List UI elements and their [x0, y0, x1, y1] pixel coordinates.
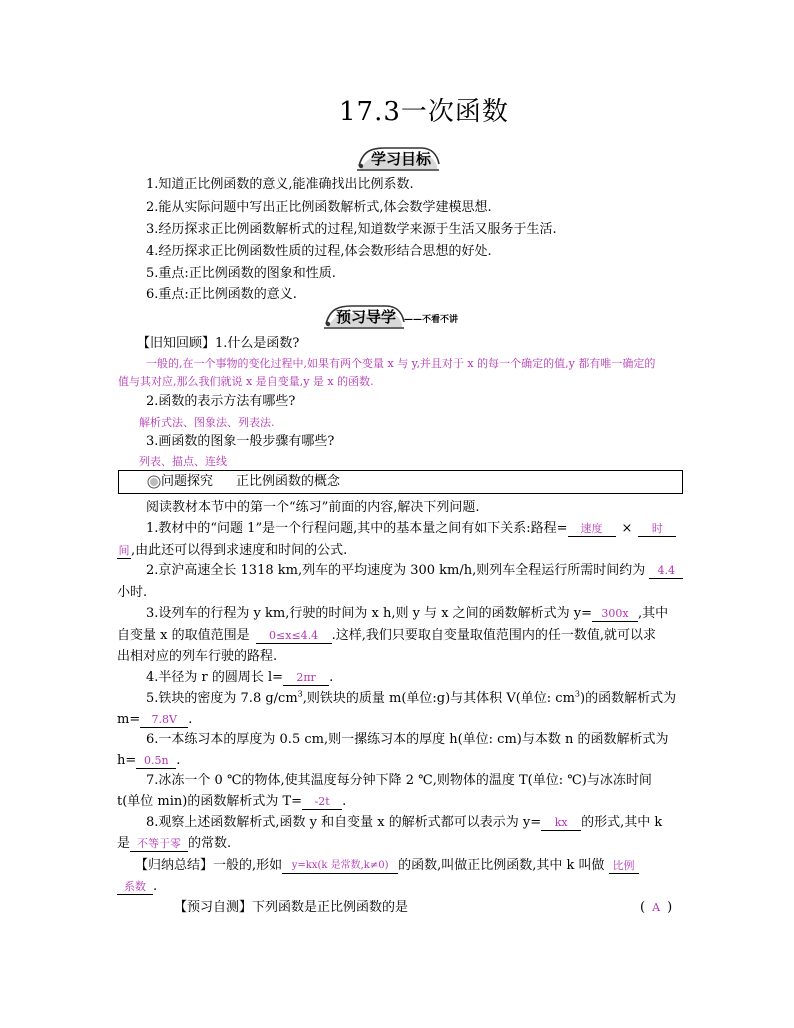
explore-box [118, 470, 683, 494]
problem-5-text-c: )的函数解析式为 [580, 691, 677, 706]
review-question-2: 2.函数的表示方法有哪些? [146, 394, 296, 409]
problem-6-period: . [176, 753, 181, 768]
problem-6-text-b: h= [117, 753, 137, 768]
preview-heading: 预习导学 [336, 308, 397, 326]
goals-heading-badge [355, 144, 441, 172]
review-question-1: 【旧知回顾】1.什么是函数? [137, 336, 300, 351]
problem-2-answer: 4.4 [649, 564, 683, 579]
problem-1-cont [117, 543, 347, 559]
problem-1 [146, 521, 676, 537]
page-title: 17.3一次函数 [339, 97, 509, 127]
problem-8-line-2 [117, 836, 231, 852]
summary-period: . [153, 879, 158, 894]
preview-heading-suffix: ——不看不讲 [404, 315, 459, 325]
review-answer-3: 列表、描点、连线 [139, 455, 227, 468]
problem-1-answer-2: 时 [638, 522, 676, 537]
review-answer-2: 解析式法、图象法、列表法. [139, 416, 275, 429]
problem-7-text-b: t(单位 min)的函数解析式为 T= [117, 794, 303, 809]
problem-3-text: 3.设列车的行程为 y km,行驶的时间为 x h,则 y 与 x 之间的函数解析式为 y= [146, 606, 593, 621]
review-answer-1: 一般的,在一个事物的变化过程中,如果有两个变量 x 与 y,并且对于 x 的每一个确定的值,y 都有唯一确定的 [146, 357, 656, 370]
summary-answer-2-cont: 系数 [117, 880, 153, 895]
problem-2-text: 2.京沪高速全长 1318 km,列车的平均速度为 300 km/h,则列车全程运行所需时间约为 [146, 563, 646, 578]
review-question-3: 3.画函数的图象一般步骤有哪些? [146, 434, 335, 449]
problem-8 [146, 815, 662, 831]
times-sign: × [621, 521, 633, 536]
problem-6: 6.一本练习本的厚度为 0.5 cm,则一摞练习本的厚度 h(单位: cm)与本数 n 的函数解析式为 [146, 732, 669, 747]
answer-bracket [640, 900, 672, 916]
explore-topic: 正比例函数的概念 [236, 474, 341, 489]
goal-item: 3.经历探求正比例函数解析式的过程,知道数学来源于生活又服务于生活. [146, 222, 557, 237]
summary-text: 【归纳总结】一般的,形如 [135, 858, 283, 873]
problem-5-text-d: m= [117, 712, 141, 727]
problem-5-period: . [188, 712, 193, 727]
problem-8-answer-1: kx [541, 816, 581, 831]
problem-1-text: 1.教材中的“问题 1”是一个行程问题,其中的基本量之间有如下关系:路程= [146, 521, 568, 536]
problem-1-answer-1: 速度 [568, 522, 616, 537]
problem-3-line-3: 出相对应的列车行驶的路程. [117, 649, 278, 664]
review-answer-1-cont: 值与其对应,那么我们就说 x 是自变量,y 是 x 的函数. [118, 375, 374, 388]
self-test-question: 【预习自测】下列函数是正比例函数的是 [174, 900, 409, 915]
problem-3-text-d: .这样,我们只要取自变量取值范围内的任一数值,就可以求 [331, 628, 657, 643]
goal-item: 4.经历探求正比例函数性质的过程,体会数形结合思想的好处. [146, 244, 492, 259]
goals-heading: 学习目标 [371, 150, 432, 168]
problem-3-line-2 [117, 628, 656, 644]
bullet-icon [147, 475, 161, 489]
paren-open: ( [640, 900, 646, 915]
paren-close: ) [667, 900, 673, 915]
problem-3 [146, 606, 668, 622]
reading-instruction: 阅读教材本节中的第一个“练习”前面的内容,解决下列问题. [146, 500, 480, 515]
problem-7-line-2 [117, 794, 346, 810]
problem-8-text: 8.观察上述函数解析式,函数 y 和自变量 x 的解析式都可以表示为 y= [146, 815, 542, 830]
superscript: 3 [297, 689, 303, 699]
summary-line-2 [117, 879, 157, 895]
problem-3-answer-2: 0≤x≤4.4 [256, 629, 332, 644]
problem-2-cont: 小时. [117, 585, 148, 600]
problem-8-text-d: 的常数. [188, 836, 232, 851]
superscript: 3 [574, 689, 580, 699]
problem-1-text-cont: ,由此还可以得到求速度和时间的公式. [131, 543, 348, 558]
problem-6-answer: 0.5n [136, 754, 176, 769]
problem-5-line-2 [117, 712, 192, 728]
problem-4-period: . [329, 670, 334, 685]
summary [135, 858, 639, 874]
problem-7-answer: -2t [302, 795, 342, 810]
problem-5-answer: 7.8V [140, 713, 188, 728]
problem-3-text-c: 自变量 x 的取值范围是 [117, 628, 250, 643]
preview-heading-badge [322, 302, 406, 330]
problem-7-period: . [342, 794, 347, 809]
summary-text-b: 的函数,叫做正比例函数,其中 k 叫做 [398, 858, 605, 873]
goal-item: 5.重点:正比例函数的图象和性质. [146, 266, 336, 281]
self-test-answer: A [652, 901, 661, 914]
summary-answer-2: 比例 [609, 859, 639, 874]
goal-item: 1.知道正比例函数的意义,能准确找出比例系数. [146, 177, 414, 192]
problem-3-text-b: ,其中 [638, 606, 669, 621]
explore-label: 问题探究 [161, 474, 214, 489]
summary-answer-1: y=kx(k 是常数,k≠0) [282, 859, 398, 874]
problem-8-text-c: 是 [117, 836, 131, 851]
problem-1-answer-2-cont: 间 [118, 544, 130, 557]
problem-5-text-b: ,则铁块的质量 m(单位:g)与其体积 V(单位: cm [302, 691, 575, 706]
problem-8-text-b: 的形式,其中 k [581, 815, 663, 830]
problem-6-line-2 [117, 753, 180, 769]
goal-item: 6.重点:正比例函数的意义. [146, 287, 297, 302]
problem-2 [146, 563, 683, 579]
problem-8-answer-2: 不等于零 [130, 837, 188, 852]
goal-item: 2.能从实际问题中写出正比例函数解析式,体会数学建模思想. [146, 200, 492, 215]
problem-4-text: 4.半径为 r 的圆周长 l= [146, 670, 284, 685]
problem-5 [146, 691, 676, 707]
problem-4-answer: 2πr [283, 671, 329, 686]
problem-3-answer-1: 300x [592, 607, 638, 622]
problem-7: 7.冰冻一个 0 ℃的物体,使其温度每分钟下降 2 ℃,则物体的温度 T(单位: ℃)与冰冻时间 [146, 773, 652, 788]
problem-5-text: 5.铁块的密度为 7.8 g/cm [146, 691, 298, 706]
problem-4 [146, 670, 333, 686]
